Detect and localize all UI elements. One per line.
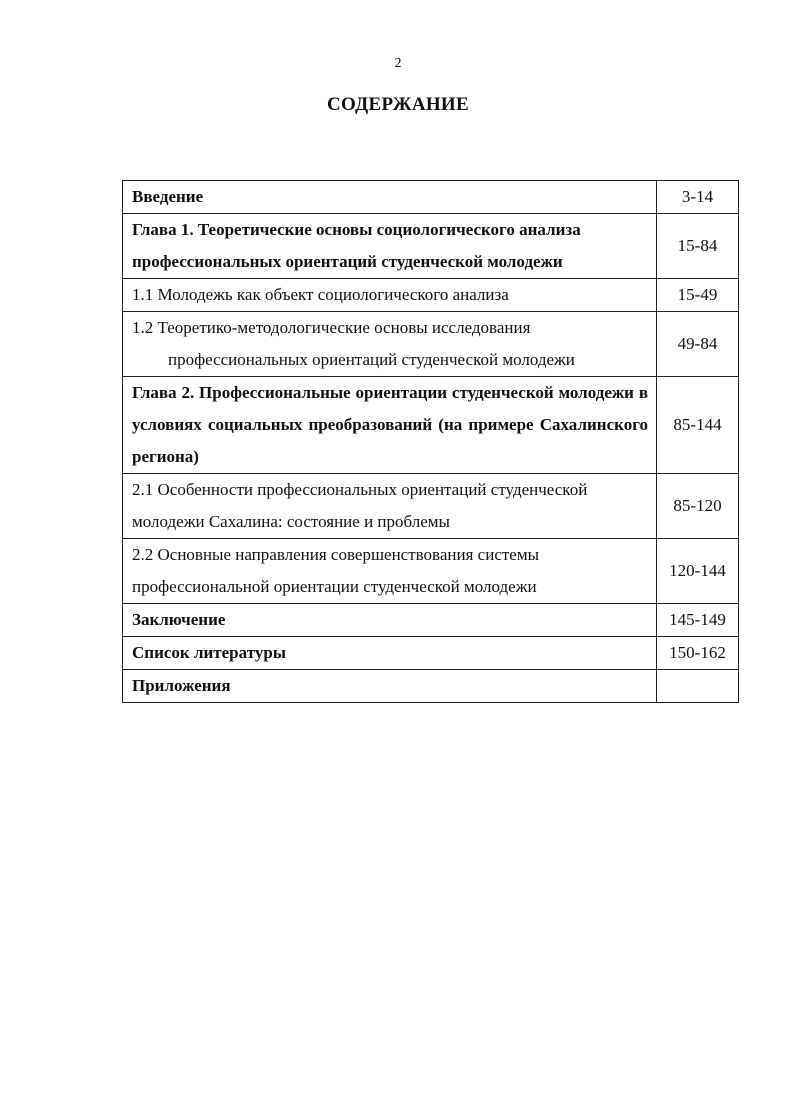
toc-row-section-1-2 [123,312,739,377]
page-title: СОДЕРЖАНИЕ [327,94,469,115]
toc-entry-pages: 120-144 [657,539,739,604]
toc-row-references [123,637,739,670]
toc-entry-title [123,474,657,539]
toc-row-introduction [123,181,739,214]
toc-entry-title [123,312,657,377]
toc-entry-title [123,539,657,604]
toc-entry-pages: 15-49 [657,279,739,312]
page-number: 2 [394,56,402,71]
toc-entry-line: профессиональной ориентации студенческой молодежи [132,577,537,596]
toc-row-appendices [123,670,739,703]
toc-entry-line: Заключение [132,610,226,629]
toc-row-section-2-1 [123,474,739,539]
toc-entry-title [123,637,657,670]
toc-entry-line: Глава 2. Профессиональные ориентации студенческой молодежи в условиях социальных преобразований (на примере Сахалинского региона) [132,383,648,466]
toc-entry-pages: 145-149 [657,604,739,637]
toc-row-section-2-2 [123,539,739,604]
toc-entry-line: Глава 1. Теоретические основы социологического анализа [132,220,581,239]
toc-entry-pages: 85-120 [657,474,739,539]
toc-entry-line: 1.1 Молодежь как объект социологического анализа [132,285,509,304]
toc-entry-pages: 3-14 [657,181,739,214]
toc-entry-line: Введение [132,187,204,206]
toc-row-conclusion [123,604,739,637]
toc-row-chapter-1 [123,214,739,279]
toc-entry-line: профессиональных ориентаций студенческой молодежи [168,350,575,369]
toc-row-chapter-2 [123,377,739,474]
toc-entry-pages: 15-84 [657,214,739,279]
toc-entry-line: молодежи Сахалина: состояние и проблемы [132,512,450,531]
toc-entry-line: 1.2 Теоретико-методологические основы исследования [132,318,531,337]
toc-entry-title [123,670,657,703]
table-of-contents [122,180,739,703]
toc-entry-title [123,214,657,279]
toc-entry-pages: 49-84 [657,312,739,377]
toc-row-section-1-1 [123,279,739,312]
toc-entry-line: профессиональных ориентаций студенческой молодежи [132,252,563,271]
toc-entry-title [123,604,657,637]
toc-entry-line: Список литературы [132,643,287,662]
toc-entry-pages: 150-162 [657,637,739,670]
toc-entry-line: 2.1 Особенности профессиональных ориентаций студенческой [132,480,588,499]
toc-entry-title [123,181,657,214]
toc-entry-line: Приложения [132,676,231,695]
toc-entry-line: 2.2 Основные направления совершенствования системы [132,545,540,564]
toc-entry-title [123,377,657,474]
toc-entry-title [123,279,657,312]
toc-entry-pages: 85-144 [657,377,739,474]
toc-entry-pages [657,670,739,703]
